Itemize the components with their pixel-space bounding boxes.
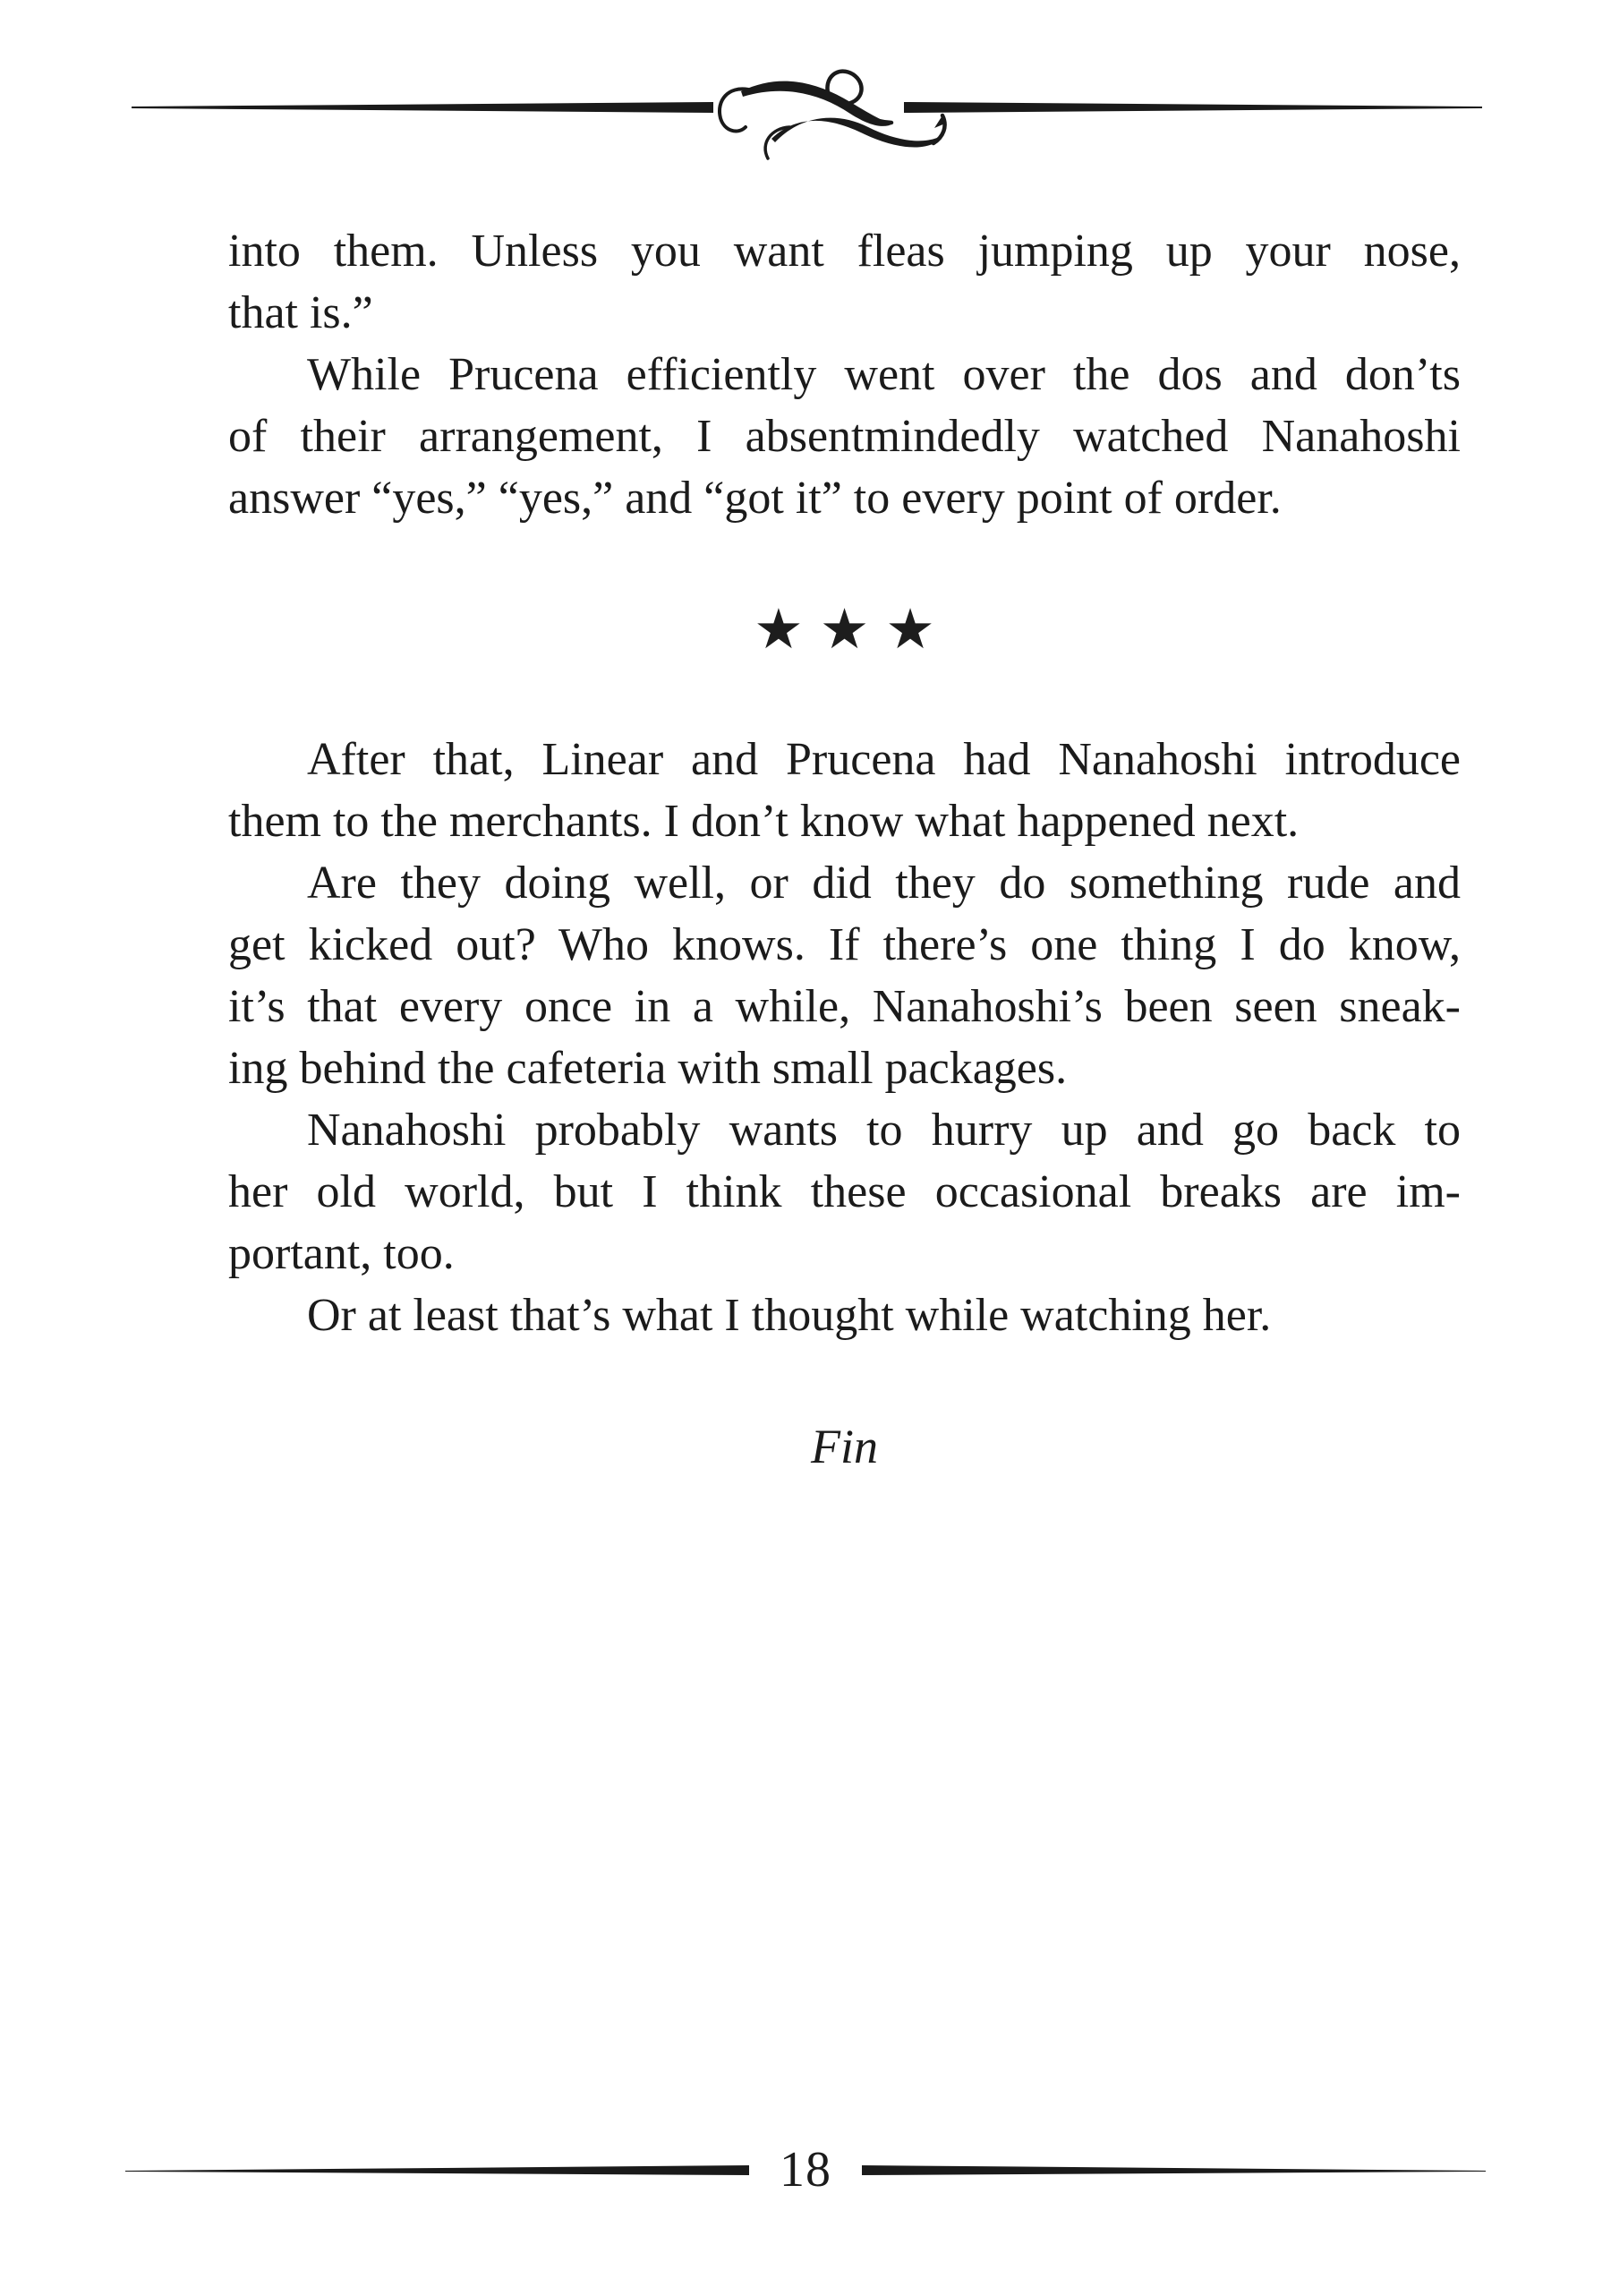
text-line: portant, too. xyxy=(228,1228,455,1279)
text-line: Nanahoshi probably wants to hurry up and go back to xyxy=(307,1105,1461,1156)
paragraph xyxy=(228,729,1461,852)
text-line: of their arrangement, I absentmindedly watched Nanahoshi xyxy=(228,411,1461,462)
paragraph xyxy=(228,1285,1461,1346)
paragraph xyxy=(228,852,1461,1099)
star-icon: ★ xyxy=(885,596,935,661)
footer-rule-left xyxy=(125,2156,749,2183)
paragraph xyxy=(228,220,1461,344)
text-line: After that, Linear and Prucena had Nanahoshi introduce xyxy=(307,734,1461,785)
text-line: ing behind the cafeteria with small packages. xyxy=(228,1043,1068,1094)
star-icon: ★ xyxy=(754,596,804,661)
paragraph xyxy=(228,344,1461,529)
text-line: them to the merchants. I don’t know what happened next. xyxy=(228,796,1300,847)
flourish-divider-icon xyxy=(125,36,1486,188)
text-line: Are they doing well, or did they do something rude and xyxy=(307,858,1461,909)
text-line: that is.” xyxy=(228,287,373,338)
page-footer xyxy=(125,2143,1486,2197)
paragraph xyxy=(228,1099,1461,1285)
text-line: While Prucena efficiently went over the dos and don’ts xyxy=(307,349,1461,400)
text-line: her old world, but I think these occasional breaks are im- xyxy=(228,1166,1461,1217)
page-content xyxy=(228,220,1461,1478)
text-line: it’s that every once in a while, Nanahoshi’s been seen sneak- xyxy=(228,981,1461,1032)
header-flourish-divider xyxy=(125,36,1486,188)
star-icon: ★ xyxy=(819,596,870,661)
text-line: into them. Unless you want fleas jumping up your nose, xyxy=(228,226,1461,277)
text-line: Or at least that’s what I thought while watching her. xyxy=(307,1290,1272,1341)
text-line: answer “yes,” “yes,” and “got it” to every point of order. xyxy=(228,473,1282,524)
footer-rule-right xyxy=(862,2156,1486,2183)
page-number: 18 xyxy=(780,2142,831,2198)
text-line: get kicked out? Who knows. If there’s one thing I do know, xyxy=(228,919,1461,970)
star-separator xyxy=(228,598,1461,661)
fin-label: Fin xyxy=(811,1420,878,1473)
